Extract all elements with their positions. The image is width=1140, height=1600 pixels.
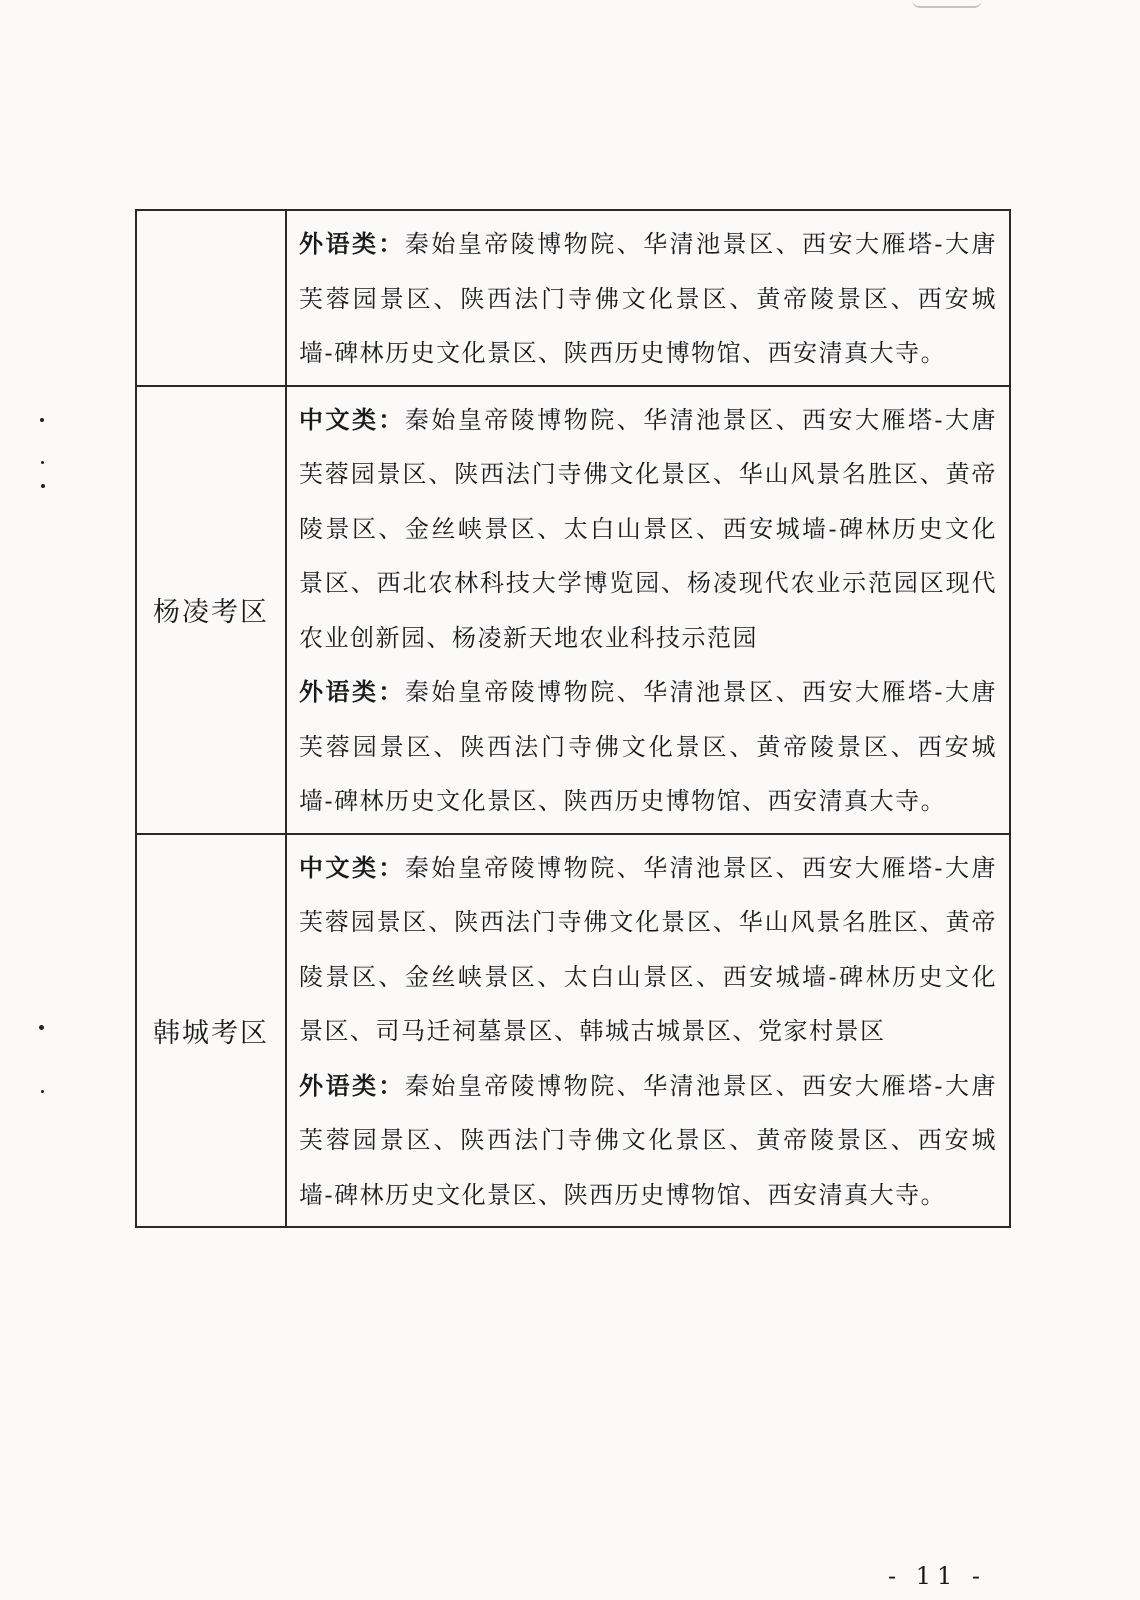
category-label: 中文类：	[299, 405, 405, 434]
table-row	[136, 386, 1010, 834]
sites-cell	[286, 210, 1010, 386]
table-row	[136, 210, 1010, 386]
site-list: 秦始皇帝陵博物院、华清池景区、西安大雁塔-大唐芙蓉园景区、陕西法门寺佛文化景区、华山风景名胜区、黄帝陵景区、金丝峡景区、太白山景区、西安城墙-碑林历史文化景区、西北农林科技大学博览园、杨凌现代农业示范园区现代农业创新园、杨凌新天地农业科技示范园	[299, 405, 997, 652]
table-row	[136, 834, 1010, 1228]
page-number: - 11 -	[888, 1562, 987, 1590]
scenic-site-table	[135, 209, 1011, 1228]
sites-cell	[286, 834, 1010, 1228]
region-cell: 韩城考区	[136, 834, 286, 1228]
site-list: 秦始皇帝陵博物院、华清池景区、西安大雁塔-大唐芙蓉园景区、陕西法门寺佛文化景区、黄帝陵景区、西安城墙-碑林历史文化景区、陕西历史博物馆、西安清真大寺。	[299, 230, 997, 367]
scan-edge-mark	[912, 0, 982, 8]
scan-speck	[39, 1025, 44, 1030]
site-list-block	[299, 217, 997, 381]
site-list-block	[299, 1059, 997, 1223]
site-list: 秦始皇帝陵博物院、华清池景区、西安大雁塔-大唐芙蓉园景区、陕西法门寺佛文化景区、黄帝陵景区、西安城墙-碑林历史文化景区、陕西历史博物馆、西安清真大寺。	[299, 1071, 997, 1209]
site-list-block	[299, 841, 997, 1059]
site-list-block	[299, 393, 997, 666]
scan-speck	[40, 418, 44, 422]
category-label: 外语类：	[299, 678, 405, 706]
scan-speck	[41, 1090, 44, 1093]
site-list-block	[299, 665, 997, 829]
scan-speck	[41, 484, 45, 488]
category-label: 外语类：	[299, 230, 405, 258]
sites-cell	[286, 386, 1010, 834]
site-list: 秦始皇帝陵博物院、华清池景区、西安大雁塔-大唐芙蓉园景区、陕西法门寺佛文化景区、黄帝陵景区、西安城墙-碑林历史文化景区、陕西历史博物馆、西安清真大寺。	[299, 678, 997, 815]
region-cell	[136, 210, 286, 386]
site-list: 秦始皇帝陵博物院、华清池景区、西安大雁塔-大唐芙蓉园景区、陕西法门寺佛文化景区、华山风景名胜区、黄帝陵景区、金丝峡景区、太白山景区、西安城墙-碑林历史文化景区、司马迁祠墓景区、韩城古城景区、党家村景区	[299, 853, 997, 1045]
scan-speck	[41, 461, 44, 464]
category-label: 外语类：	[299, 1071, 405, 1100]
region-cell: 杨凌考区	[136, 386, 286, 834]
category-label: 中文类：	[299, 853, 405, 882]
